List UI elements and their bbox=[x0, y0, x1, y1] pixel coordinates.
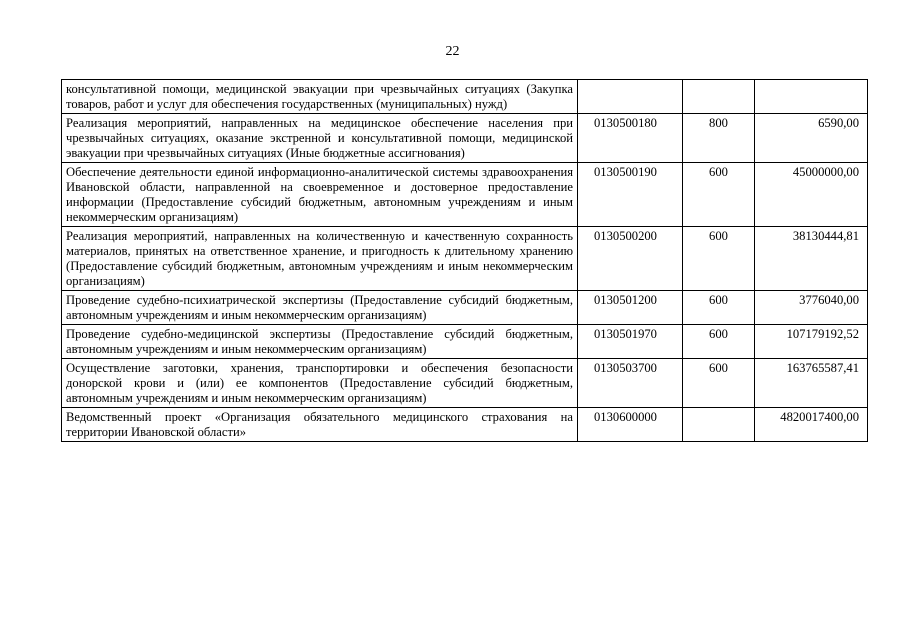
row-description: консультативной помощи, медицинской эвакуации при чрезвычайных ситуациях (Закупка товаров, работ и услуг для обеспечения государственных (муниципальных) нужд) bbox=[62, 80, 578, 114]
row-description: Реализация мероприятий, направленных на количественную и качественную сохранность материалов, принятых на ответственное хранение, и пригодность к длительному хранению (Предоставление субсидий бюджетным, автономным учреждениям и иным некоммерческим организациям) bbox=[62, 227, 578, 291]
row-expense-type: 600 bbox=[683, 325, 755, 359]
row-target-code bbox=[578, 80, 683, 114]
row-amount: 4820017400,00 bbox=[755, 408, 868, 442]
row-amount: 6590,00 bbox=[755, 114, 868, 163]
table-row bbox=[62, 227, 868, 291]
row-description: Проведение судебно-медицинской экспертизы (Предоставление субсидий бюджетным, автономным учреждениям и иным некоммерческим организациям) bbox=[62, 325, 578, 359]
row-amount: 163765587,41 bbox=[755, 359, 868, 408]
row-target-code: 0130500190 bbox=[578, 163, 683, 227]
row-description: Реализация мероприятий, направленных на медицинское обеспечение населения при чрезвычайных ситуациях, оказание экстренной и консультативной помощи, медицинской эвакуации при чрезвычайных ситуациях (Иные бюджетные ассигнования) bbox=[62, 114, 578, 163]
table-row bbox=[62, 114, 868, 163]
row-expense-type bbox=[683, 408, 755, 442]
row-description: Проведение судебно-психиатрической экспертизы (Предоставление субсидий бюджетным, автономным учреждениям и иным некоммерческим организациям) bbox=[62, 291, 578, 325]
row-description: Ведомственный проект «Организация обязательного медицинского страхования на территории Ивановской области» bbox=[62, 408, 578, 442]
row-amount: 107179192,52 bbox=[755, 325, 868, 359]
row-amount: 45000000,00 bbox=[755, 163, 868, 227]
row-expense-type: 600 bbox=[683, 163, 755, 227]
row-target-code: 0130503700 bbox=[578, 359, 683, 408]
row-target-code: 0130500180 bbox=[578, 114, 683, 163]
table-row bbox=[62, 80, 868, 114]
page-number: 22 bbox=[445, 44, 460, 59]
row-expense-type: 600 bbox=[683, 291, 755, 325]
row-amount: 38130444,81 bbox=[755, 227, 868, 291]
row-amount: 3776040,00 bbox=[755, 291, 868, 325]
row-description: Обеспечение деятельности единой информационно-аналитической системы здравоохранения Ивановской области, направленной на своевременное и достоверное предоставление информации (Предоставление субсидий бюджетным, автономным учреждениям и иным некоммерческим организациям) bbox=[62, 163, 578, 227]
table-row bbox=[62, 163, 868, 227]
row-target-code: 0130500200 bbox=[578, 227, 683, 291]
table-row bbox=[62, 291, 868, 325]
row-expense-type bbox=[683, 80, 755, 114]
row-amount bbox=[755, 80, 868, 114]
row-expense-type: 600 bbox=[683, 359, 755, 408]
row-expense-type: 800 bbox=[683, 114, 755, 163]
row-target-code: 0130501200 bbox=[578, 291, 683, 325]
table-row bbox=[62, 325, 868, 359]
row-expense-type: 600 bbox=[683, 227, 755, 291]
row-target-code: 0130600000 bbox=[578, 408, 683, 442]
table-row bbox=[62, 359, 868, 408]
row-target-code: 0130501970 bbox=[578, 325, 683, 359]
row-description: Осуществление заготовки, хранения, транспортировки и обеспечения безопасности донорской крови и (или) ее компонентов (Предоставление субсидий бюджетным, автономным учреждениям и иным некоммерческим организациям) bbox=[62, 359, 578, 408]
budget-table bbox=[61, 79, 868, 442]
table-row bbox=[62, 408, 868, 442]
